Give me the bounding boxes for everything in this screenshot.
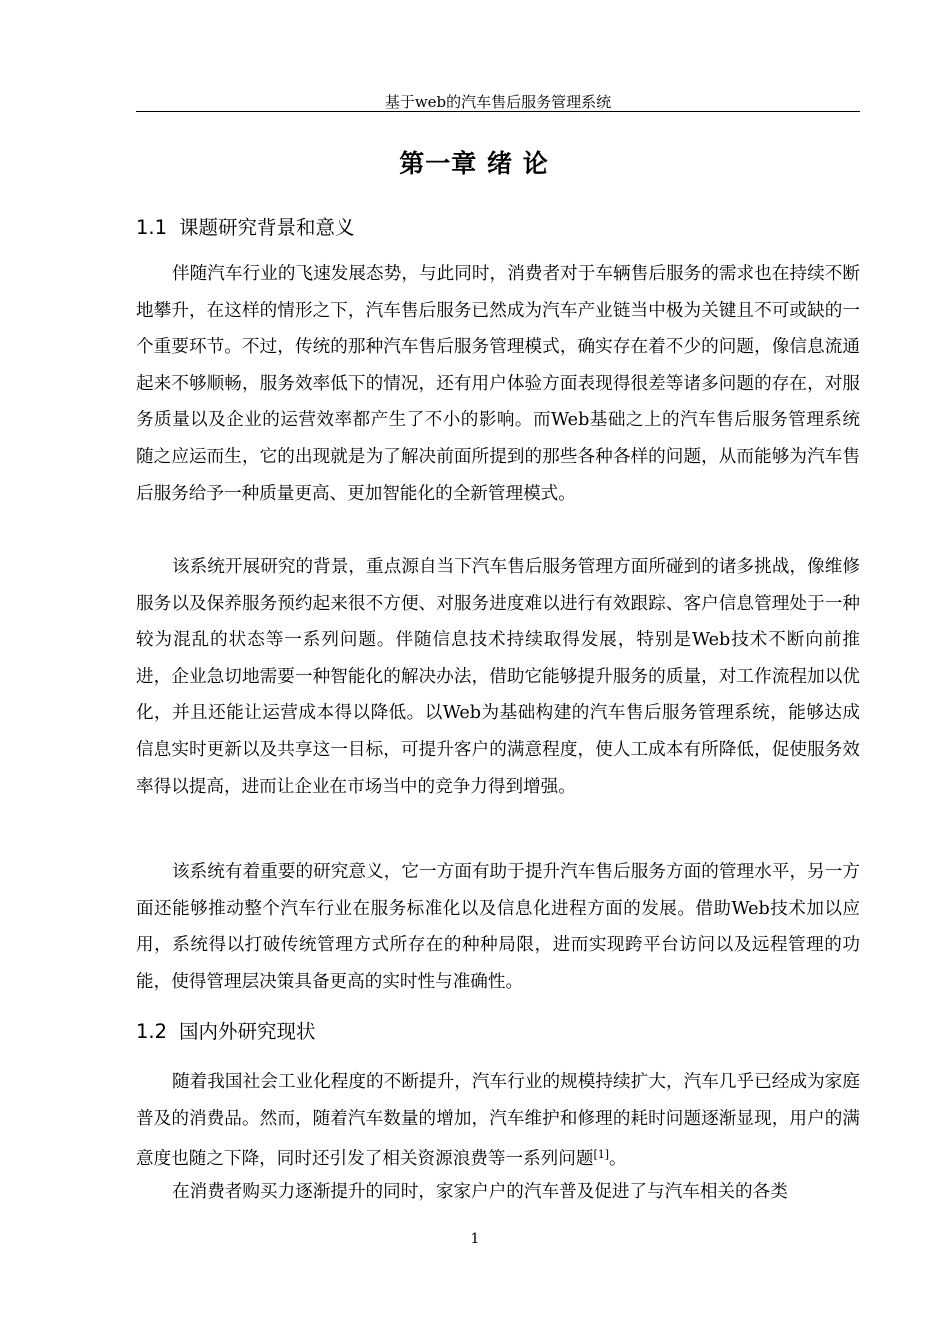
section-title: 课题研究背景和意义 [179,216,355,239]
section-title: 国内外研究现状 [179,1020,316,1043]
section-number: 1.1 [136,216,168,239]
paragraph-end: 。 [609,1149,627,1170]
paragraph: 伴随汽车行业的飞速发展态势，与此同时，消费者对于车辆售后服务的需求也在持续不断地攀升，在这样的情形之下，汽车售后服务已然成为汽车产业链当中极为关键且不可或缺的一个重要环节。不过，传统的那种汽车售后服务管理模式，确实存在着不少的问题，像信息流通起来不够顺畅，服务效率低下的情况，还有用户体验方面表现得很差等诸多问题的存在，对服务质量以及企业的运营效率都产生了不小的影响。而Web基础之上的汽车售后服务管理系统随之应运而生，它的出现就是为了解决前面所提到的那些各种各样的问题，从而能够为汽车售后服务给予一种质量更高、更加智能化的全新管理模式。 [136,264,860,504]
section-heading-1-1 [136,214,860,242]
paragraph: 该系统开展研究的背景，重点源自当下汽车售后服务管理方面所碰到的诸多挑战，像维修服务以及保养服务预约起来很不方便、对服务进度难以进行有效跟踪、客户信息管理处于一种较为混乱的状态等一系列问题。伴随信息技术持续取得发展，特别是Web技术不断向前推进，企业急切地需要一种智能化的解决办法，借助它能够提升服务的质量，对工作流程加以优化，并且还能让运营成本得以降低。以Web为基础构建的汽车售后服务管理系统，能够达成信息实时更新以及共享这一目标，可提升客户的满意程度，使人工成本有所降低，促使服务效率得以提高，进而让企业在市场当中的竞争力得到增强。 [136,557,860,797]
paragraph: 该系统有着重要的研究意义，它一方面有助于提升汽车售后服务方面的管理水平，另一方面还能够推动整个汽车行业在服务标准化以及信息化进程方面的发展。借助Web技术加以应用，系统得以打破传统管理方式所存在的种种局限，进而实现跨平台访问以及远程管理的功能，使得管理层决策具备更高的实时性与准确性。 [136,862,860,992]
paragraph [136,1064,860,1178]
citation-marker: [1] [593,1148,610,1162]
paragraph-text: 随着我国社会工业化程度的不断提升，汽车行业的规模持续扩大，汽车几乎已经成为家庭普及的消费品。然而，随着汽车数量的增加，汽车维护和修理的耗时问题逐渐显现，用户的满意度也随之下降，同时还引发了相关资源浪费等一系列问题 [136,1072,860,1170]
section-heading-1-2 [136,1018,860,1046]
running-header: 基于web的汽车售后服务管理系统 [384,93,612,111]
paragraph: 在消费者购买力逐渐提升的同时，家家户户的汽车普及促进了与汽车相关的各类 [172,1182,788,1202]
chapter-title: 第一章 绪 论 [399,149,549,178]
page-number: 1 [470,1231,480,1247]
header-rule [136,111,860,112]
section-number: 1.2 [136,1020,168,1043]
